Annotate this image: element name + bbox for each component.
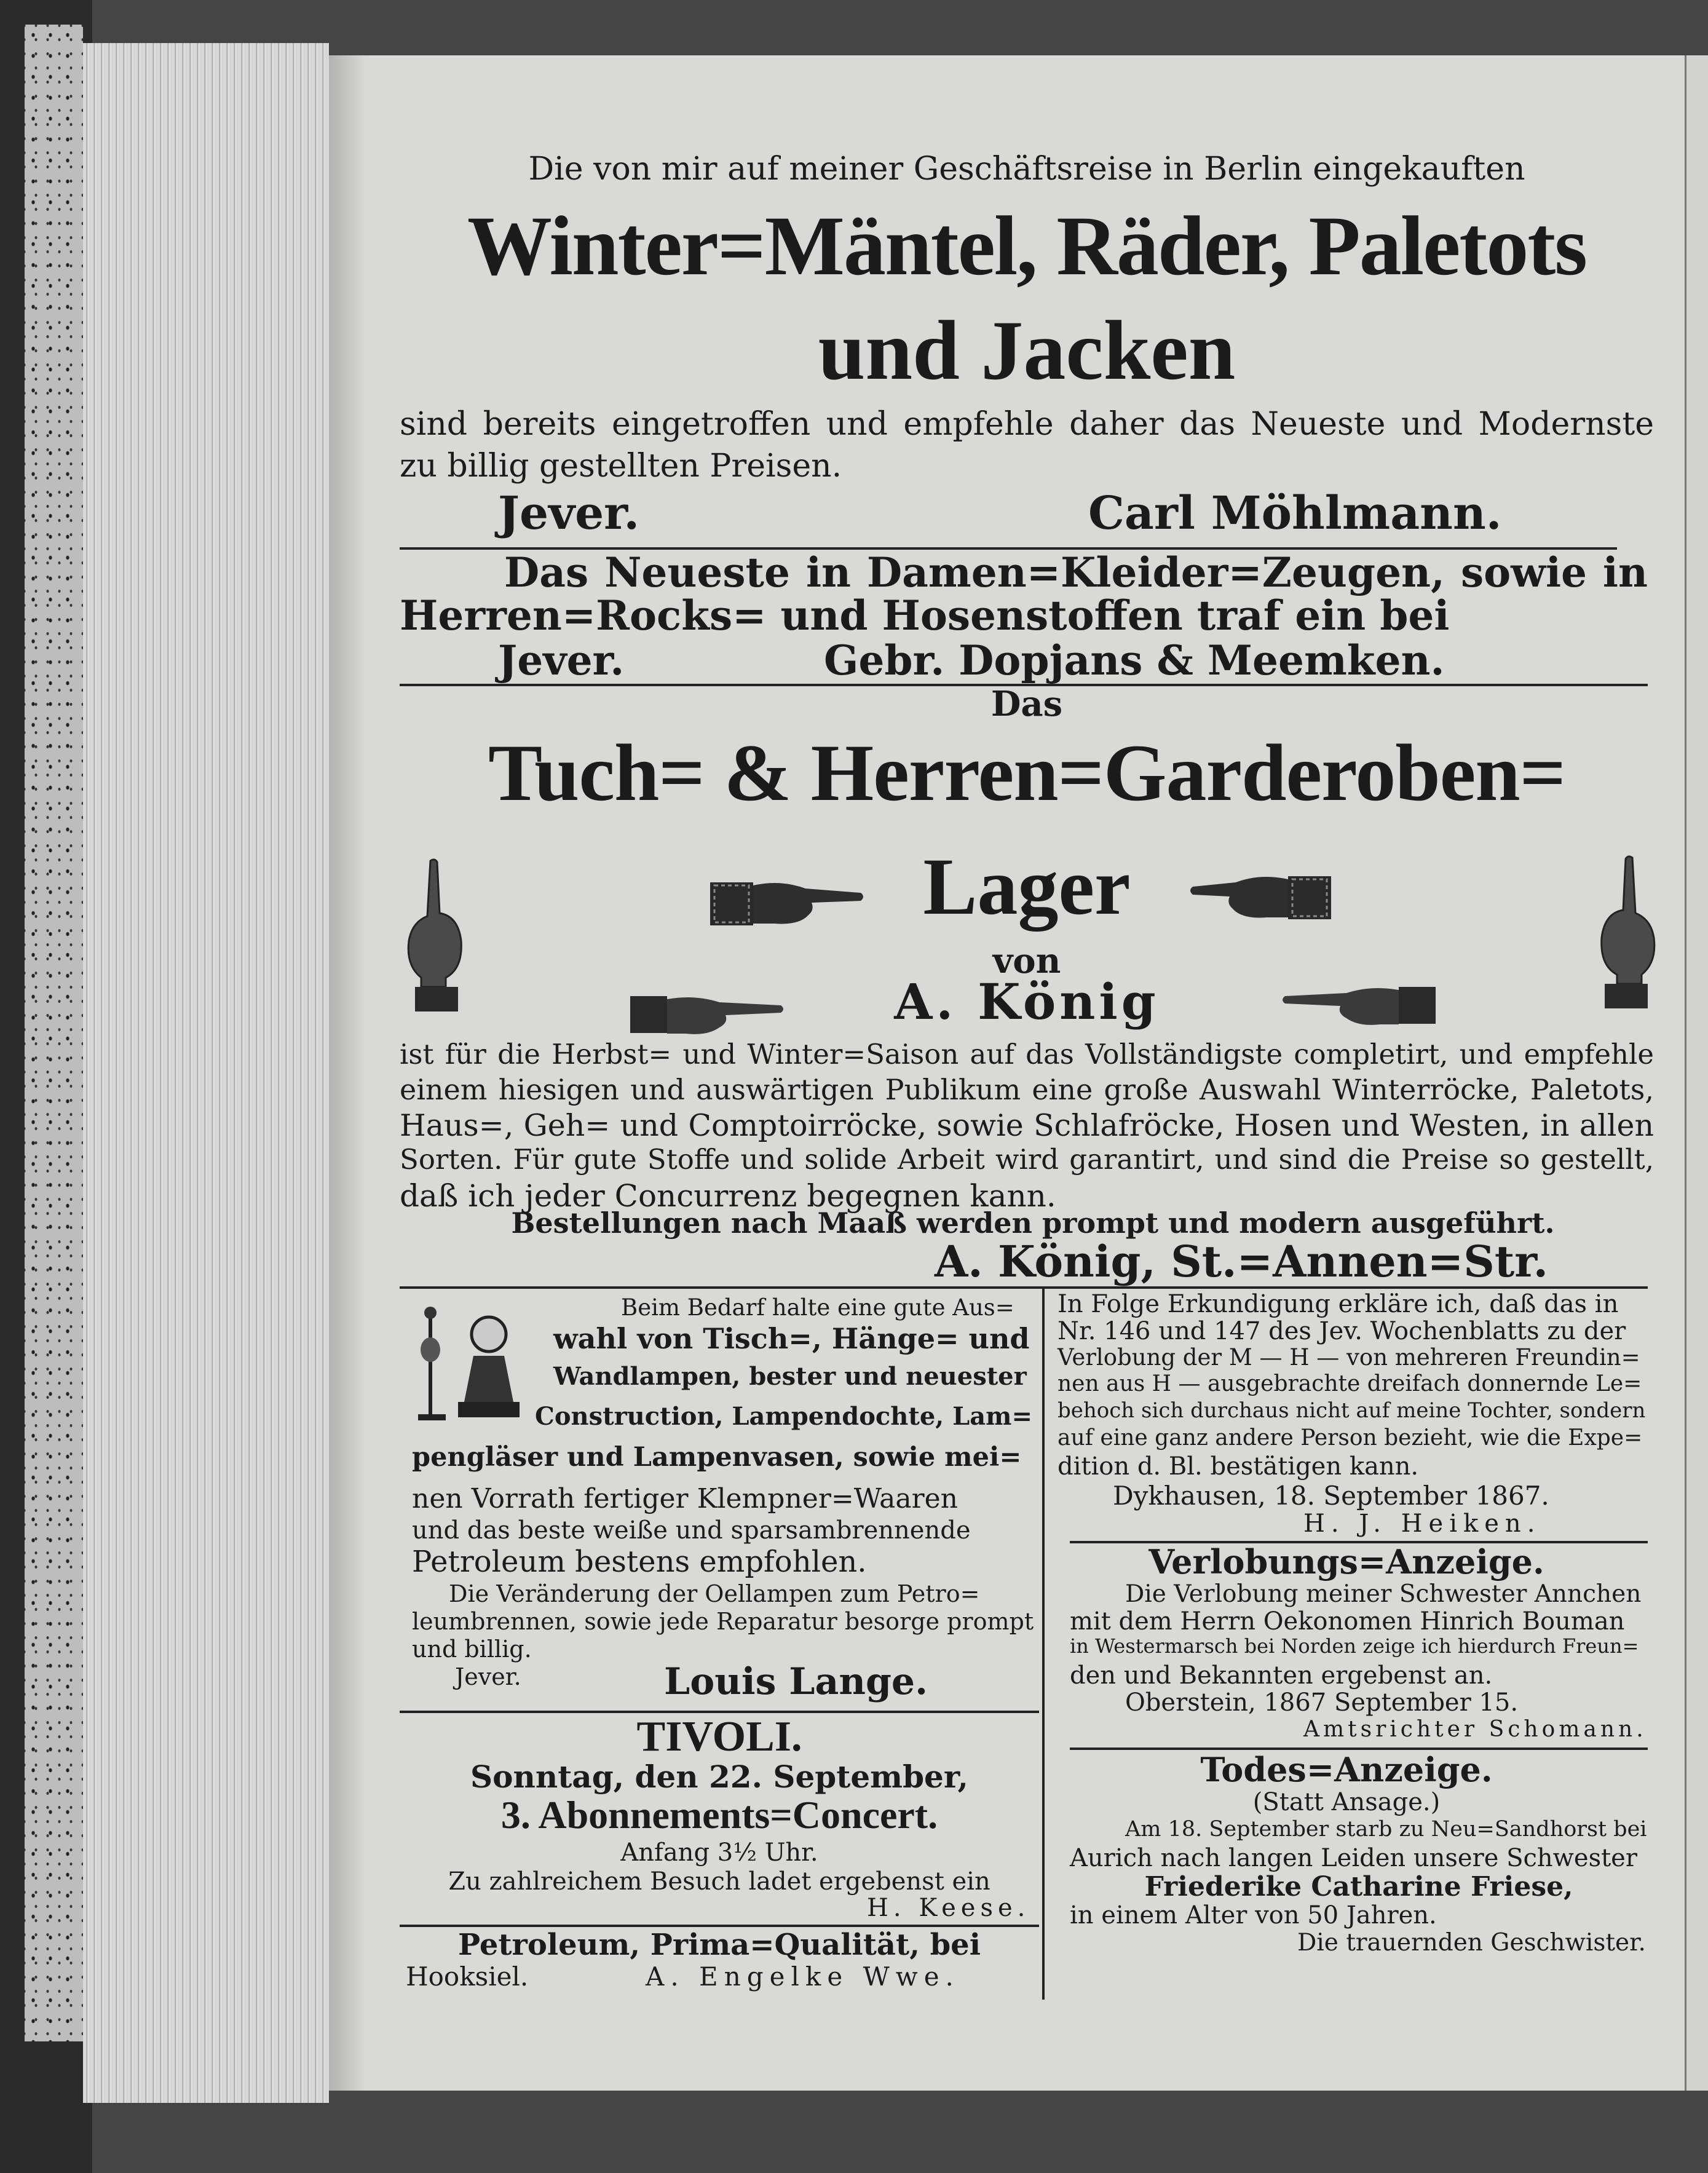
todes-line: Am 18. September starb zu Neu=Sandhorst bei [1125,1817,1647,1842]
verlobung-line: in Westermarsch bei Norden zeige ich hierdurch Freun= [1070,1634,1639,1658]
koenig-headline-2: Lager [923,841,1131,932]
todes-age: in einem Alter von 50 Jahren. [1070,1901,1437,1930]
koenig-body-line: Haus=, Geh= und Comptoirröcke, sowie Schlafröcke, Hosen und Westen, in allen [400,1108,1654,1143]
todes-line: Aurich nach langen Leiden unsere Schwester [1070,1844,1637,1872]
pointing-hand-icon [1187,861,1334,928]
todes-title: Todes=Anzeige. [1200,1750,1493,1789]
moehlmann-headline-2: und Jacken [818,303,1236,397]
koenig-tagline: Bestellungen nach Maaß werden prompt und modern ausgeführt. [511,1206,1555,1240]
heiken-line: In Folge Erkundigung erkläre ich, daß das in [1058,1290,1619,1318]
heiken-dateline: Dykhausen, 18. September 1867. [1113,1481,1549,1511]
oil-lamp-icon [409,1297,526,1427]
engelke-line: Petroleum, Prima=Qualität, bei [458,1928,981,1962]
moehlmann-headline-1: Winter=Mäntel, Räder, Paletots [467,199,1586,293]
page-edges [83,43,329,2103]
dopjans-signature: Gebr. Dopjans & Meemken. [824,636,1445,684]
dopjans-line-2: Herren=Rocks= und Hosenstoffen traf ein bei [400,592,1450,639]
heiken-line: Nr. 146 und 147 des Jev. Wochenblatts zu der [1058,1317,1626,1345]
lange-signature: Louis Lange. [664,1660,928,1703]
moehlmann-place: Jever. [498,487,640,540]
moehlmann-signature: Carl Möhlmann. [1088,487,1502,540]
engelke-signature: A. Engelke Wwe. [646,1961,960,1992]
verlobung-line: mit dem Herrn Oekonomen Hinrich Bouman [1070,1607,1625,1636]
lange-line: pengläser und Lampenvasen, sowie mei= [412,1442,1022,1473]
heiken-signature: H. J. Heiken. [1303,1510,1541,1538]
tivoli-event: 3. Abonnements=Concert. [500,1793,938,1837]
pointing-hand-icon [627,987,787,1042]
koenig-body-line: Sorten. Für gute Stoffe und solide Arbeit wird garantirt, und sind die Preise so gestellt, [400,1143,1654,1176]
lange-line: nen Vorrath fertiger Klempner=Waaren [412,1483,958,1514]
lange-line: Beim Bedarf halte eine gute Aus= [621,1294,1014,1321]
pointing-hand-icon [1279,978,1439,1033]
koenig-body-line: ist für die Herbst= und Winter=Saison auf das Vollständigste completirt, und empfehle [400,1038,1654,1071]
todes-subtitle: (Statt Ansage.) [1252,1788,1441,1816]
upward-hand-icon [397,855,476,1015]
lange-line: wahl von Tisch=, Hänge= und [553,1322,1030,1355]
verlobung-line: den und Bekannten ergebenst an. [1070,1661,1493,1690]
lange-line: und das beste weiße und sparsambrennende [412,1516,971,1545]
lange-line: Die Veränderung der Oellampen zum Petro= [449,1580,980,1607]
verlobung-signature: Amtsrichter Schomann. [1303,1717,1647,1742]
lange-place: Jever. [455,1663,521,1690]
koenig-signature: A. König, St.=Annen=Str. [935,1236,1549,1287]
lange-line: Construction, Lampendochte, Lam= [535,1402,1033,1431]
dopjans-place: Jever. [498,636,625,684]
heiken-line: Verlobung der M — H — von mehreren Freundin= [1058,1344,1640,1371]
todes-signature: Die trauernden Geschwister. [1297,1929,1646,1957]
lange-line: und billig. [412,1636,532,1663]
koenig-von: von [992,941,1061,981]
koenig-body-line: einem hiesigen und auswärtigen Publikum eine große Auswahl Winterröcke, Paletots, [400,1073,1654,1106]
tivoli-date: Sonntag, den 22. September, [470,1759,968,1795]
tivoli-start: Anfang 3½ Uhr. [620,1839,818,1867]
moehlmann-body-2: zu billig gestellten Preisen. [400,448,842,485]
lange-line: Wandlampen, bester und neuester [553,1362,1027,1391]
heiken-line: behoch sich durchaus nicht auf meine Tochter, sondern [1058,1398,1646,1423]
koenig-owner: A. König [894,973,1160,1031]
heiken-line: nen aus H — ausgebrachte dreifach donnernde Le= [1058,1371,1642,1396]
column-divider [1042,1286,1045,2000]
tivoli-title: TIVOLI. [636,1713,802,1760]
todes-name: Friederike Catharine Friese, [1144,1871,1573,1902]
lange-line: Petroleum bestens empfohlen. [412,1545,867,1579]
engelke-place: Hooksiel. [406,1961,529,1992]
koenig-headline-1: Tuch= & Herren=Garderoben= [488,727,1565,818]
marbled-cover [25,25,83,2041]
moehlmann-intro: Die von mir auf meiner Geschäftsreise in Berlin eingekauften [528,151,1525,188]
adjacent-page-edge [1685,55,1708,2091]
heiken-line: dition d. Bl. bestätigen kann. [1058,1452,1419,1481]
koenig-body-line: daß ich jeder Concurrenz begegnen kann. [400,1178,1056,1214]
pointing-hand-icon [707,867,867,935]
dopjans-line-1: Das Neueste in Damen=Kleider=Zeugen, sowie in [504,548,1648,596]
page-gutter-shadow [329,55,366,2091]
koenig-article: Das [990,684,1063,724]
verlobung-line: Die Verlobung meiner Schwester Annchen [1125,1580,1642,1608]
tivoli-signature: H. Keese. [867,1894,1030,1922]
verlobung-title: Verlobungs=Anzeige. [1149,1542,1544,1581]
verlobung-dateline: Oberstein, 1867 September 15. [1125,1688,1519,1717]
upward-hand-icon [1586,852,1666,1011]
divider-rule [400,1286,1648,1289]
tivoli-invite: Zu zahlreichem Besuch ladet ergebenst ein [448,1867,990,1896]
heiken-line: auf eine ganz andere Person bezieht, wie die Expe= [1058,1425,1643,1451]
moehlmann-body-1: sind bereits eingetroffen und empfehle daher das Neueste und Modernste [400,406,1654,443]
divider-rule [400,1925,1039,1927]
lange-line: leumbrennen, sowie jede Reparatur besorge prompt [412,1608,1034,1635]
